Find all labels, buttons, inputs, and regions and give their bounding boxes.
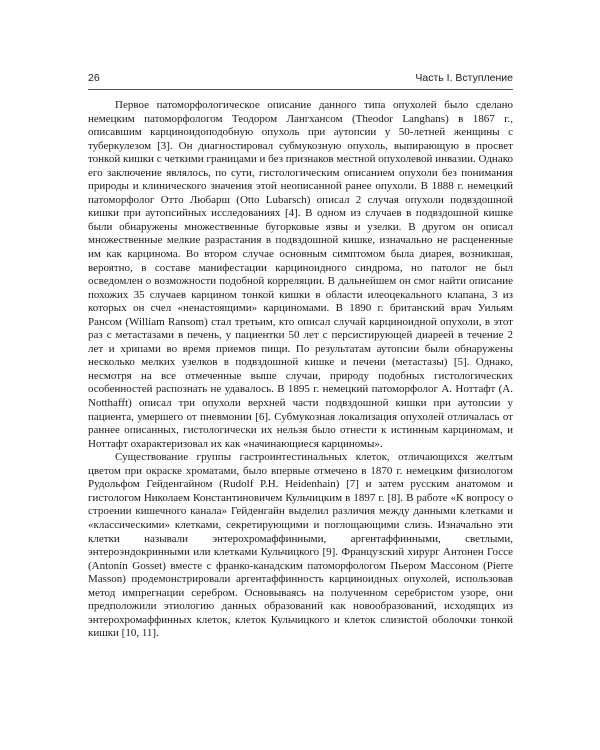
body-text bbox=[88, 99, 513, 641]
page-number: 26 bbox=[88, 72, 100, 84]
paragraph-history-langhans: Первое патоморфологическое описание данного типа опухолей было сделано немецким патоморфологом Теодором Лангхансом (Theodor Langhans) в 1867 г., описавшим карциноидоподобную опухоль при аутопсии у 50-летней женщины с туберкулезом [3]. Он диагностировал субмукозную опухоль, выпирающую в просвет тонкой кишки с четкими границами и без признаков местной опухолевой инвазии. Однако его заключение являлось, по сути, гистологическим описанием опухоли без понимания природы и клинического значения этой неописанной ранее опухоли. В 1888 г. немецкий патоморфолог Отто Любарш (Otto Lubarsch) описал 2 случая опухоли подвздошной кишки при аутопсийных исследованиях [4]. В одном из случаев в подвздошной кишке были обнаружены множественные бугорковые язвы и узелки. В другом он описал множественные мелкие разрастания в подвздошной кишке, изначально не расцененные им как карцинома. Во втором случае основным симптомом была диарея, возникшая, вероятно, в составе манифестации карциноидного синдрома, но патолог не был осведомлен о возможности подобной корреляции. В дальнейшем он смог найти описание похожих 35 случаев карцином тонкой кишки в области илеоцекального клапана, 3 из которых он счел «ненастоящими» карциномами. В 1890 г. британский врач Уильям Рансом (William Ransom) стал третьим, кто описал случай карциноидной опухоли, в этот раз с метастазами в печень, у пациентки 50 лет с персистирующей диареей в течение 2 лет и хрипами во время приемов пищи. По результатам аутопсии были обнаружены несколько мелких узелков в подвздошной кишке и печени (метастазы) [5]. Однако, несмотря на все отмеченные выше случаи, природу подобных гистологических особенностей распознать не удавалось. В 1895 г. немецкий патоморфолог А. Ноттафт (A. Notthafft) описал три опухоли верхней части подвздошной кишки при аутопсии у пациента, умершего от пневмонии [6]. Субмукозная локализация опухолей отличалась от раннее описанных, гистологически их нельзя было отнести к истинным карциномам, и Ноттафт охарактеризовал их как «начинающиеся карциномы». bbox=[88, 99, 513, 450]
running-title: Часть I. Вступление bbox=[415, 72, 513, 84]
paragraph-enterochromaffin-cells: Существование группы гастроинтестинальных клеток, отличающихся желтым цветом при окраске хроматами, было впервые отмечено в 1870 г. немецким физиологом Рудольфом Гейденгайном (Rudolf P.H. Heidenhain) [7] и затем русским анатомом и гистологом Николаем Константиновичем Кульчицким в 1897 г. [8]. В работе «К вопросу о строении кишечного канала» Гейденгайн выделил различия между данными клетками и «классическими» клетками, секретирующими и поглощающими слизь. Изначально эти клетки называли энтерохромаффинными, аргентаффинными, светлыми, энтероэндокринными или клетками Кульчицкого [9]. Французский хирург Антонен Госсе (Antonin Gosset) вместе с франко-канадским патоморфологом Пьером Массоном (Pierre Masson) продемонстрировали аргентаффинность карциноидных опухолей, использовав метод импрегнации серебром. Основываясь на полученном серебристом узоре, они предположили этиологию данных образований как новообразований, исходящих из энтерохромаффинных клеток, клеток Кульчицкого и клеток слизистой оболочки тонкой кишки [10, 11]. bbox=[88, 451, 513, 640]
header-rule bbox=[88, 89, 513, 90]
running-header bbox=[88, 72, 513, 88]
